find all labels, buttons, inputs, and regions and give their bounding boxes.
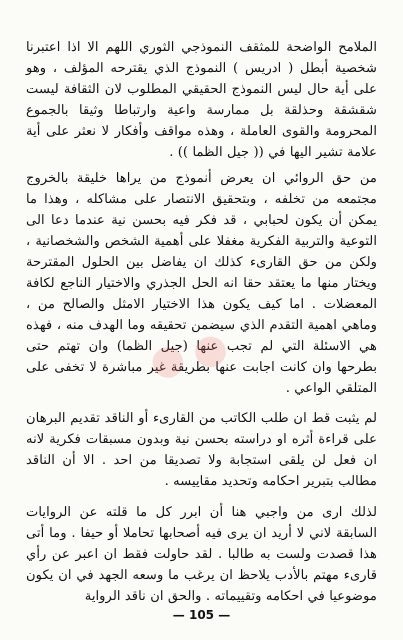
paragraph-spacer [26, 493, 377, 503]
paragraph-4: لذلك ارى من واجبي هنا أن ابرر كل ما قلته عن الروايات السابقة لاني لا أريد ان يرى فيه أصحابها تحاملا أو حيفا . وما أتى هذا قصدت ولست به طالبا . لقد حاولت فقط ان اعبر عن رأي قارىء مهتم بالأدب يلاحظ ان يرغب ما وسعه الجهد في ان يكون موضوعيا في احكامه وتقييماته . والحق ان ناقد الرواية [26, 505, 377, 604]
paragraph-spacer [26, 399, 377, 409]
paragraph-3: لم يثبت قط ان طلب الكاتب من القارىء أو الناقد تقديم البرهان على قراءة أثره او دراسته بحسن نية وبدون مسبقات فكرية لانه ان فعل لن يلقى استجابة ولا تصديقا من احد . الا أن الناقد مطالب بتبرير احكامه وتحديد مقاييسه . [26, 411, 377, 490]
paragraph-2: من حق الروائي ان يعرض أنموذج من يراها خليقة بالخروج مجتمعه من تخلفه ، وبتحقيق الانتصار على مشاكله ، وهذا ما يمكن أن يكون لحبابي ، قد فكر فيه بحسن نية عندما دعا الى التوعية والتربية الفكرية مغفلا على أهمية الشخص والشخصانية ، ولكن من حق القارىء كذلك ان يفاضل بين الحلول المقترحة ويختار منها ما يعتقد حقا انه الحل الجذري والاختيار الناجع لكافة المعضلات . اما كيف يكون هذا الاختيار الامثل والصالح من ، وماهي اهمية التقدم الذي سيضمن تحقيقه وما الهدف منه ، فهذه هي الاسئلة التي لم تجب عنها (جيل الظما) وان تهتم حتى بطرحها وان كانت اجابت عنها بطريقة غير مباشرة لا تخفى على المتلقي الواعي . [26, 171, 377, 396]
page-number: — 105 — [172, 608, 231, 622]
paragraph-1: الملامح الواضحة للمثقف النموذجي الثوري اللهم الا اذا اعتبرنا شخصية أبطل ( ادريس ) النموذج الذي يقترحه المؤلف ، وهو على أية حال ليس النموذج الحقيقي المطلوب لان الثقافة ليست شقشقة وحذلقة بل ممارسة واعية وارتباطا وثيقا بالجموع المحرومة والقوى العاملة ، وهذه مواقف وأفكار لا نعثر على أية علامة تشير اليها في (( جيل الظما )) . [26, 40, 377, 160]
watermark-logo: ⬤ ⬤ [146, 329, 231, 382]
